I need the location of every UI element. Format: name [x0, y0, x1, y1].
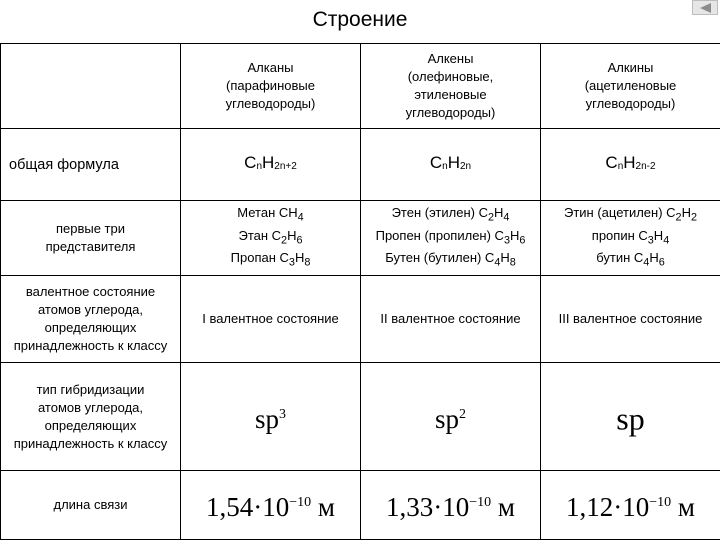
compound-line: Этин (ацетилен) $C_2H_2$ — [563, 205, 697, 224]
header-alkenes: Алкены (олефиновые, этиленовые углеводороды) — [361, 44, 541, 129]
table-row-representatives — [1, 201, 720, 276]
formula-alkanes: $C_nH_{2n+2}$ — [181, 129, 361, 201]
compound-line: Бутен (бутилен) $C_4H_8$ — [385, 250, 516, 269]
hybridization-alkanes: $sp^3$ — [181, 363, 361, 471]
compound-line: Пропан $C_3H_8$ — [230, 250, 311, 269]
valence-alkenes: II валентное состояние — [361, 276, 541, 363]
row-label-representatives: первые три представителя — [1, 201, 181, 276]
hybridization-alkenes: $sp^2$ — [361, 363, 541, 471]
table-row-formula — [1, 129, 720, 201]
table-row-bond-length — [1, 471, 720, 540]
row-label-hybridization: тип гибридизации атомов углерода, определяющих принадлежность к классу — [1, 363, 181, 471]
representatives-alkynes — [541, 201, 720, 276]
row-label-bond-length: длина связи — [1, 471, 181, 540]
formula-alkynes: $C_nH_{2n-2}$ — [541, 129, 720, 201]
corner-cell — [1, 44, 181, 129]
table-row-valence — [1, 276, 720, 363]
hybridization-alkynes: sp — [541, 363, 720, 471]
bond-length-alkanes: $1,54\cdot 10^{-10}$ м — [181, 471, 361, 540]
compound-line: Этен (этилен) $C_2H_4$ — [391, 205, 510, 224]
hydrocarbon-structure-table — [0, 43, 720, 540]
valence-alkanes: I валентное состояние — [181, 276, 361, 363]
representatives-alkenes — [361, 201, 541, 276]
table-header-row — [1, 44, 720, 129]
compound-line: Этан $C_2H_6$ — [238, 227, 303, 247]
row-label-valence: валентное состояние атомов углерода, определяющих принадлежность к классу — [1, 276, 181, 363]
compound-line: пропин $C_3H_4$ — [591, 227, 670, 247]
header-alkynes: Алкины (ацетиленовые углеводороды) — [541, 44, 720, 129]
bond-length-alkynes: $1,12\cdot 10^{-10}$ м — [541, 471, 720, 540]
bond-length-alkenes: $1,33\cdot 10^{-10}$ м — [361, 471, 541, 540]
header-alkanes: Алканы (парафиновые углеводороды) — [181, 44, 361, 129]
representatives-alkanes — [181, 201, 361, 276]
page-title: Строение — [312, 8, 408, 31]
table-row-hybridization — [1, 363, 720, 471]
valence-alkynes: III валентное состояние — [541, 276, 720, 363]
row-label-formula: общая формула — [1, 129, 181, 201]
formula-alkenes: $C_nH_{2n}$ — [361, 129, 541, 201]
compound-line: Метан $CH_4$ — [237, 205, 304, 224]
back-button[interactable] — [692, 0, 718, 15]
compound-line: бутин $C_4H_6$ — [596, 250, 665, 269]
back-triangle-icon — [700, 3, 712, 13]
compound-line: Пропен (пропилен) $C_3H_6$ — [375, 227, 526, 247]
